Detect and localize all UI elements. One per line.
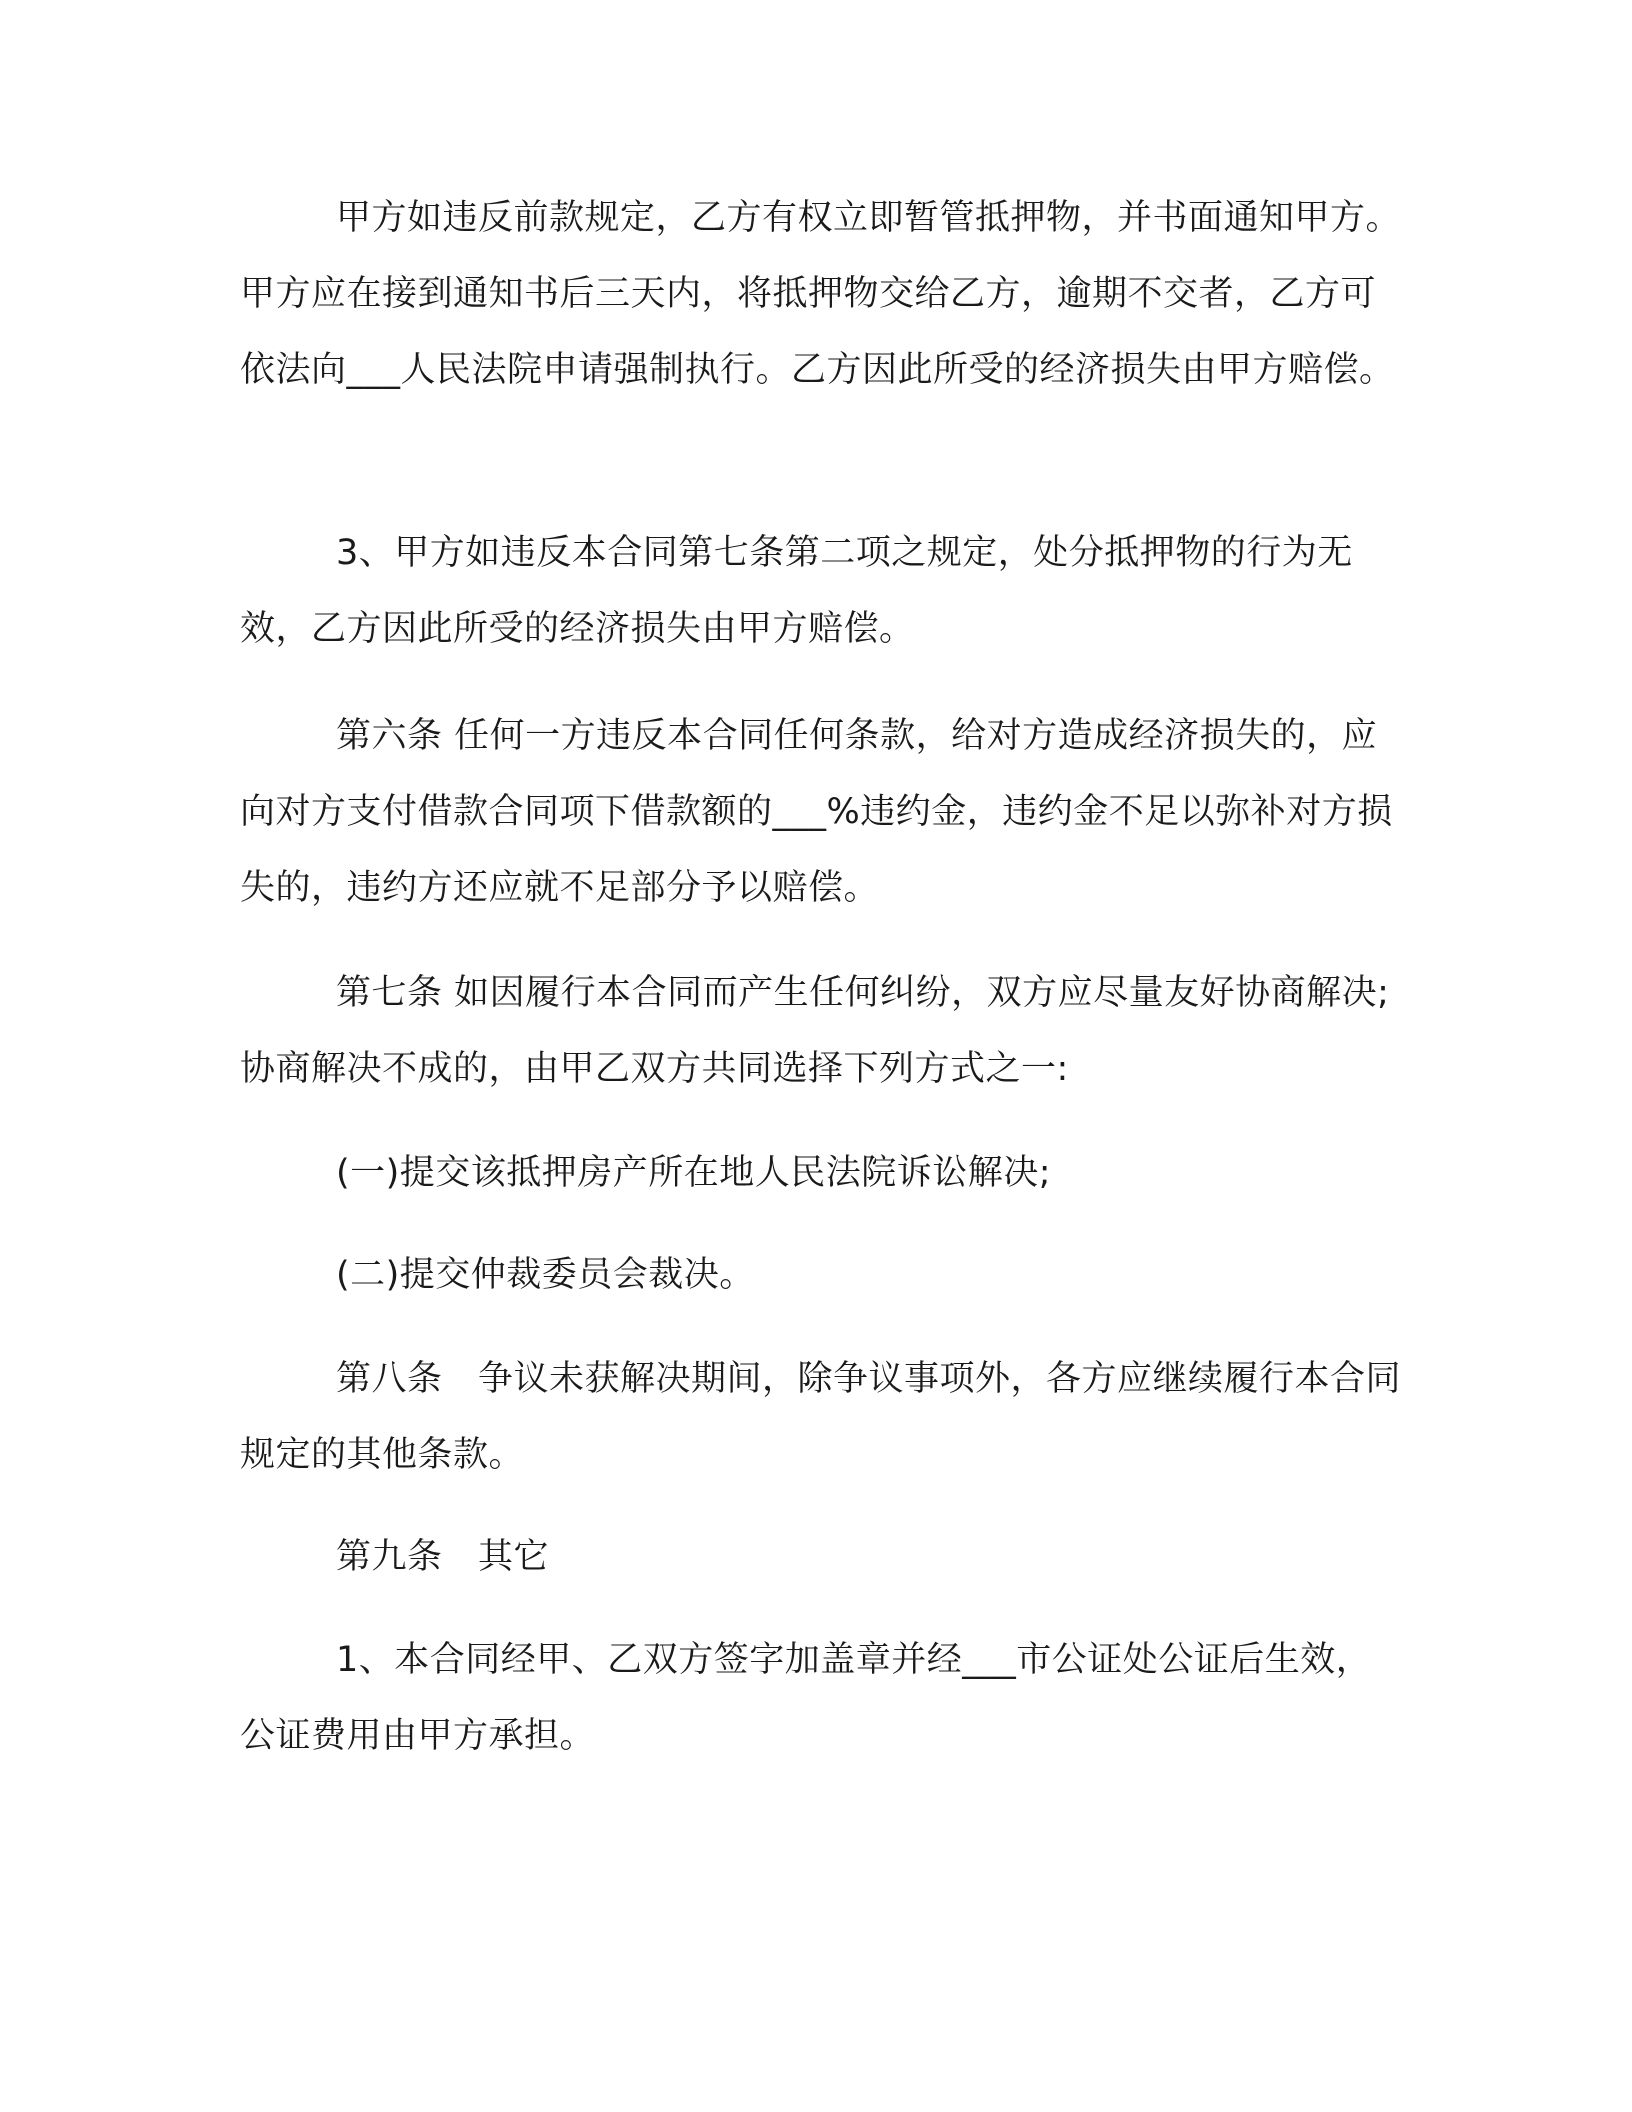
paragraph-breach-custody: 甲方如违反前款规定，乙方有权立即暂管抵押物，并书面通知甲方。甲方应在接到通知书后三天内，将抵押物交给乙方，逾期不交者，乙方可依法向___人民法院申请强制执行。乙方因此所受的经济损失由甲方赔偿。 [240, 198, 1402, 390]
paragraph-article-9-heading: 第九条 其它 [336, 1537, 550, 1577]
paragraph-article-8: 第八条 争议未获解决期间，除争议事项外，各方应继续履行本合同规定的其他条款。 [240, 1359, 1402, 1475]
paragraph-option-2: (二)提交仲裁委员会裁决。 [336, 1255, 755, 1295]
paragraph-option-1: (一)提交该抵押房产所在地人民法院诉讼解决; [336, 1153, 1052, 1193]
paragraph-article-6: 第六条 任何一方违反本合同任何条款，给对方造成经济损失的，应向对方支付借款合同项下借款额的___%违约金，违约金不足以弥补对方损失的，违约方还应就不足部分予以赔偿。 [240, 716, 1393, 908]
paragraph-article-9-clause-1: 1、本合同经甲、乙双方签字加盖章并经___市公证处公证后生效，公证费用由甲方承担。 [240, 1640, 1372, 1756]
paragraph-clause-3: 3、甲方如违反本合同第七条第二项之规定，处分抵押物的行为无效，乙方因此所受的经济损失由甲方赔偿。 [240, 533, 1353, 649]
paragraph-article-7: 第七条 如因履行本合同而产生任何纠纷，双方应尽量友好协商解决;协商解决不成的，由甲乙双方共同选择下列方式之一: [240, 973, 1390, 1089]
